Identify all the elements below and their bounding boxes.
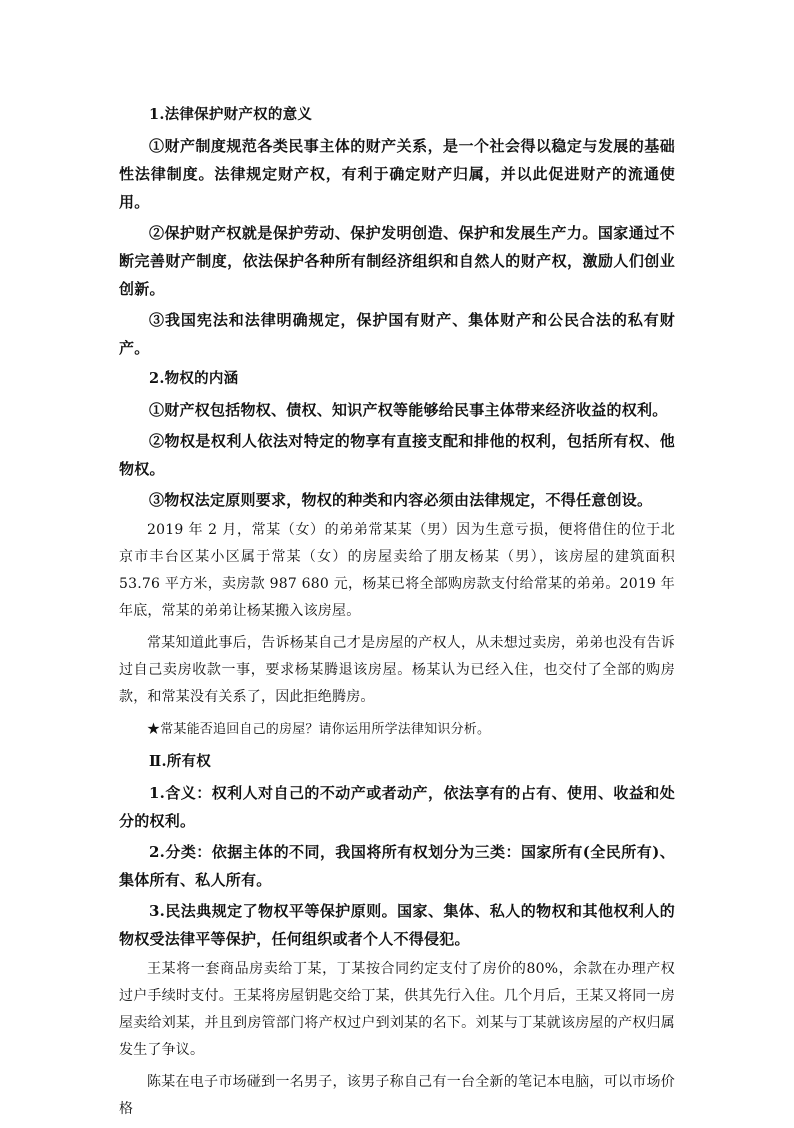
section2-heading: 2.物权的内涵 xyxy=(149,370,239,387)
case1-paragraph-2: 常某知道此事后，告诉杨某自己才是房屋的产权人，从未想过卖房，弟弟也没有告诉过自己卖房收款一事，要求杨某腾退该房屋。杨某认为已经入住，也交付了全部的购房款，和常某没有关系了，因此拒绝腾房。 xyxy=(119,635,675,705)
section2-paragraph-3: ③物权法定原则要求，物权的种类和内容必须由法律规定，不得任意创设。 xyxy=(149,491,653,509)
part2-paragraph-2: 2.分类：依据主体的不同，我国将所有权划分为三类：国家所有(全民所有)、集体所有、私人所有。 xyxy=(119,843,675,889)
section2-paragraph-2: ②物权是权利人依法对特定的物享有直接支配和排他的权利，包括所有权、他物权。 xyxy=(119,432,675,478)
part2-heading: Ⅱ.所有权 xyxy=(149,753,212,770)
section1-heading: 1.法律保护财产权的意义 xyxy=(149,106,313,123)
part2-paragraph-3: 3.民法典规定了物权平等保护原则。国家、集体、私人的物权和其他权利人的物权受法律平等保护，任何组织或者个人不得侵犯。 xyxy=(119,902,675,948)
case1-paragraph-1: 2019 年 2 月，常某（女）的弟弟常某某（男）因为生意亏损，便将借住的位于北京市丰台区某小区属于常某（女）的房屋卖给了朋友杨某（男），该房屋的建筑面积 53.76 平方米，卖房款 987 680 元，杨某已将全部购房款支付给常某的弟弟。2019 年年底，常某的弟弟让杨某搬入该房屋。 xyxy=(119,522,675,619)
section1-paragraph-1: ①财产制度规范各类民事主体的财产关系，是一个社会得以稳定与发展的基础性法律制度。法律规定财产权，有利于确定财产归属，并以此促进财产的流通使用。 xyxy=(119,137,675,211)
section2-paragraph-1: ①财产权包括物权、债权、知识产权等能够给民事主体带来经济收益的权利。 xyxy=(149,401,668,419)
document-body xyxy=(119,101,675,1128)
section1-paragraph-2: ②保护财产权就是保护劳动、保护发明创造、保护和发展生产力。国家通过不断完善财产制度，依法保护各种所有制经济组织和自然人的财产权，激励人们创业创新。 xyxy=(119,224,675,298)
section1-paragraph-3: ③我国宪法和法律明确规定，保护国有财产、集体财产和公民合法的私有财产。 xyxy=(119,311,675,357)
case2-paragraph-1: 王某将一套商品房卖给丁某，丁某按合同约定支付了房价的80%，余款在办理产权过户手续时支付。王某将房屋钥匙交给丁某，供其先行入住。几个月后，王某又将同一房屋卖给刘某，并且到房管部门将产权过户到刘某的名下。刘某与丁某就该房屋的产权归属发生了争议。 xyxy=(119,961,675,1058)
case1-question: ★常某能否追回自己的房屋？请你运用所学法律知识分析。 xyxy=(147,722,491,737)
part2-paragraph-1: 1.含义：权利人对自己的不动产或者动产，依法享有的占有、使用、收益和处分的权利。 xyxy=(119,784,675,830)
case3-paragraph-1: 陈某在电子市场碰到一名男子，该男子称自己有一台全新的笔记本电脑，可以市场价格 xyxy=(119,1074,675,1117)
